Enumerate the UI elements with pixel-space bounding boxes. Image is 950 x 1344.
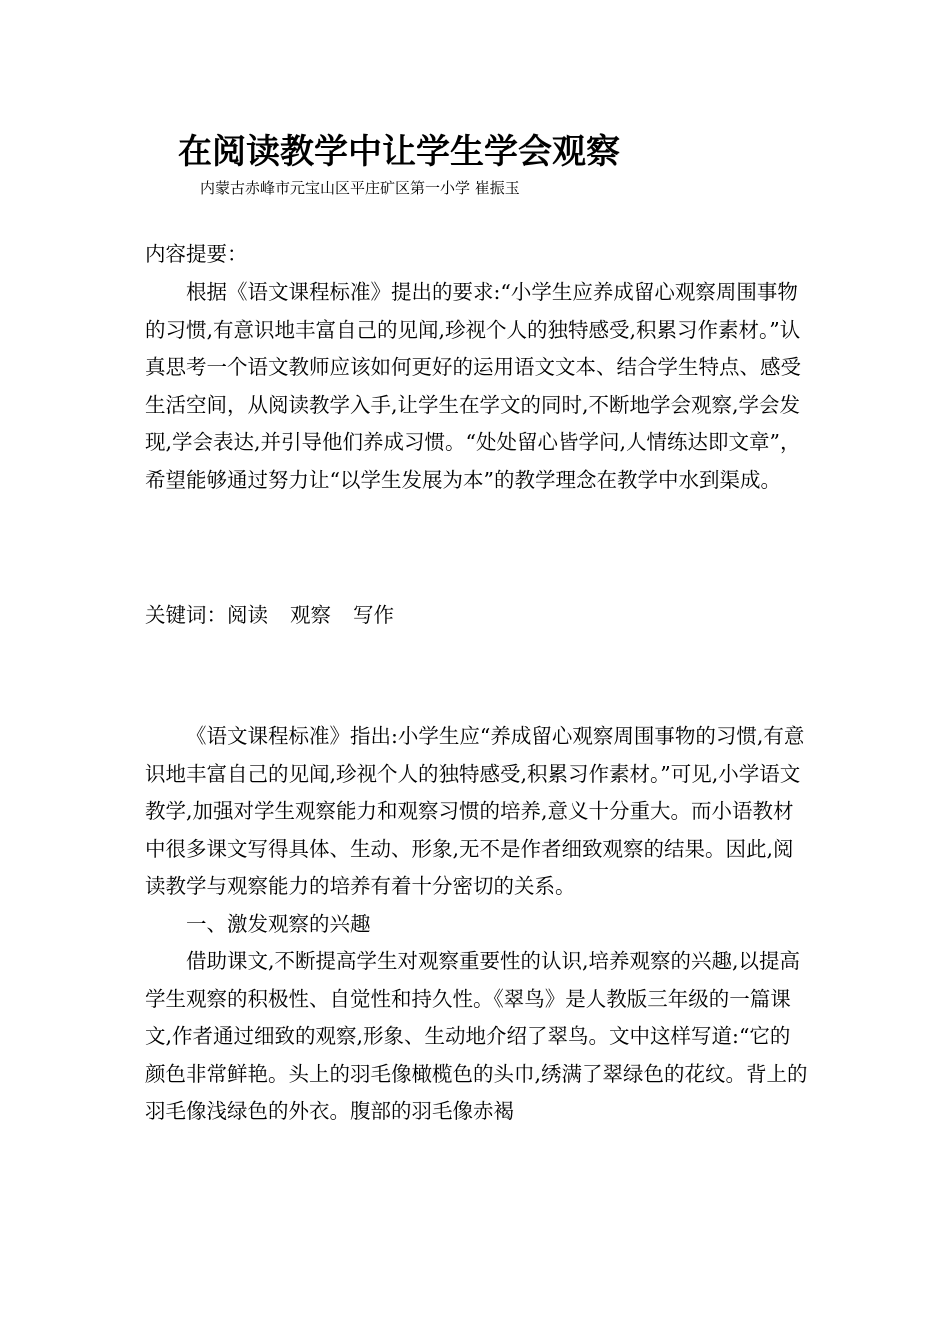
- keywords-line: [145, 597, 810, 635]
- body-paragraph: 《语文课程标准》指出:小学生应“养成留心观察周围事物的习惯,有意识地丰富自己的见闻,珍视个人的独特感受,积累习作素材。”可见,小学语文教学,加强对学生观察能力和观察习惯的培养,意义十分重大。而小语教材中很多课文写得具体、生动、形象,无不是作者细致观察的结果。因此,阅读教学与观察能力的培养有着十分密切的关系。: [145, 724, 805, 898]
- author-line: 内蒙古赤峰市元宝山区平庄矿区第一小学 崔振玉: [200, 179, 520, 197]
- abstract-section: [145, 236, 810, 274]
- keywords-label: 关键词：: [145, 603, 227, 627]
- main-body: [145, 718, 810, 1131]
- body-paragraph: 借助课文,不断提高学生对观察重要性的认识,培养观察的兴趣,以提高学生观察的积极性、自觉性和持久性。《翠鸟》是人教版三年级的一篇课文,作者通过细致的观察,形象、生动地介绍了翠鸟。文中这样写道:“它的颜色非常鲜艳。头上的羽毛像橄榄色的头巾,绣满了翠绿色的花纹。背上的羽毛像浅绿色的外衣。腹部的羽毛像赤褐: [145, 949, 808, 1123]
- keyword-item: 阅读: [227, 603, 268, 627]
- keyword-item: 观察: [290, 603, 331, 627]
- document-title: 在阅读教学中让学生学会观察: [178, 132, 620, 172]
- abstract-label: 内容提要：: [145, 242, 248, 266]
- abstract-text: 根据《语文课程标准》提出的要求:“小学生应养成留心观察周围事物的习惯,有意识地丰富自己的见闻,珍视个人的独特感受,积累习作素材。”认真思考一个语文教师应该如何更好的运用语文文本、结合学生特点、感受生活空间，从阅读教学入手,让学生在学文的同时,不断地学会观察,学会发现,学会表达,并引导他们养成习惯。“处处留心皆学问,人情练达即文章”，希望能够通过努力让“以学生发展为本”的教学理念在教学中水到渠成。: [145, 280, 801, 492]
- section-heading: 一、激发观察的兴趣: [186, 911, 371, 936]
- abstract-body: [145, 274, 810, 499]
- keyword-item: 写作: [353, 603, 394, 627]
